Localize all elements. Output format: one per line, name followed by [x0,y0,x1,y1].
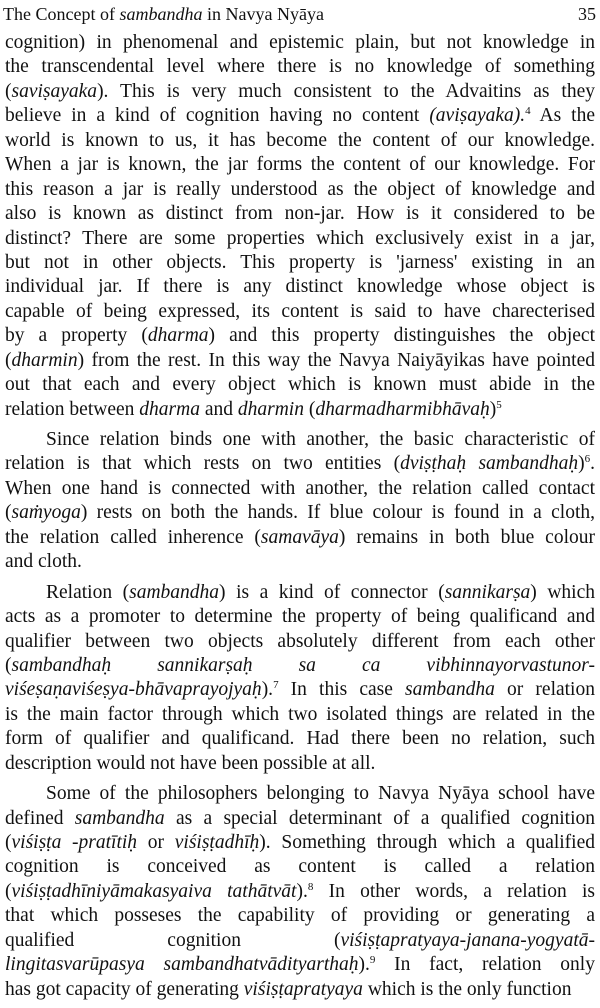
text-line [5,953,595,977]
text-line [5,227,595,251]
text-run: has got capacity of generating [5,978,244,1000]
italic-term: sambandha [129,581,220,603]
text-line [5,501,595,525]
paragraph [5,581,595,777]
text-line [5,324,595,348]
text-run: qualifier between two objects absolutely different from each other [5,630,595,652]
italic-term: dharmin [237,398,304,420]
text-run: and [199,398,238,420]
text-run: In fact, relation only [375,954,595,976]
footnote-ref: 8 [307,880,314,893]
text-run: cognition is conceived as content is called a relation [5,856,595,878]
text-run: the relation called inherence ( [5,526,261,548]
text-line [5,678,595,702]
paragraph [5,31,595,422]
italic-term: saṁyoga [11,502,81,524]
text-run: ( [5,349,12,371]
text-run: ) which [530,581,595,603]
italic-term: viśiṣṭadhīniyāmakasyaiva tathātvāt [11,880,297,902]
text-run: When one hand is connected with another, the relation called contact [5,477,595,499]
text-run: Since relation binds one with another, the basic characteristic of [46,429,595,450]
page-body [5,31,595,1008]
italic-term: viśiṣṭapratyaya [243,978,363,1000]
text-run: or [137,832,175,853]
footnote-ref: 9 [369,954,376,967]
text-run: individual jar. If there is any distinct knowledge whose object is [5,276,595,298]
text-run: ( [303,398,316,420]
text-run: ). [261,679,274,701]
text-run: as a special determinant of a qualified cognition [164,807,595,829]
text-run: relation is that which rests on two entities ( [5,453,401,475]
text-run: world is known to us, it has become the content of our knowledge. [5,129,595,151]
text-run: distinct? There are some properties which exclusively exist in a jar, [5,227,595,249]
italic-term: dharma [139,398,200,420]
text-run: believe in a kind of cognition having no content [5,105,430,127]
text-run: is the main factor through which two isolated things are related in the [5,703,595,725]
running-header-title [3,4,324,25]
text-run: ). [358,954,370,976]
text-run: In other words, a relation is [313,880,595,902]
italic-term: viśiṣṭapratyaya-janana-yogyatā- [340,929,595,951]
italic-term: viśiṣṭadhīḥ [174,832,260,853]
text-run: ( [5,880,12,902]
text-run: by a property ( [5,325,148,347]
text-line [5,831,595,855]
text-run: ) remains in both blue colour [338,526,595,548]
text-line [5,904,595,928]
text-line [5,398,595,422]
italic-term: sambandha [119,3,203,24]
italic-term: sambandha [405,679,495,701]
text-run: ) from the rest. In this way the Navya Naiyāyikas have pointed [77,349,595,371]
text-line [5,31,595,55]
italic-term: (aviṣayaka). [429,105,526,127]
text-line [5,275,595,299]
text-run: in Navya Nyāya [202,3,324,24]
text-run: ). This is very much consistent to the Advaitins as they [97,80,595,102]
text-line [5,452,595,476]
text-run: Relation ( [46,581,130,603]
text-run: description would not have been possible at all. [5,752,376,774]
text-run: or relation [494,679,595,701]
text-run: In this case [278,679,406,701]
text-run: ( [5,832,12,853]
text-line [5,129,595,153]
italic-term: viśiṣṭa -pratītiḥ [11,832,138,853]
text-line [5,581,595,605]
text-line [5,251,595,275]
text-run: capable of being expressed, its content is said to have charecterised [5,300,595,322]
text-line [5,80,595,104]
text-line [5,654,595,678]
footnote-ref: 6 [584,453,591,466]
text-line [5,55,595,79]
text-run: that which posseses the capability of providing or generating a [5,905,595,927]
italic-term: dharmadharmibhāvaḥ [315,398,490,420]
text-line [5,202,595,226]
text-run: cognition) in phenomenal and epistemic plain, but not knowledge in [5,32,595,53]
text-line [5,807,595,831]
paragraph [5,782,595,1002]
italic-term: dharmin [11,349,78,371]
text-run: ( [5,80,12,102]
footnote-ref: 5 [496,398,502,411]
text-line [5,727,595,751]
footnote-ref: 4 [525,105,531,118]
text-line [5,630,595,654]
italic-term: sannikarṣa [444,581,531,603]
text-run: defined [5,807,75,829]
text-run: ) is a kind of connector ( [219,581,445,603]
text-line [5,477,595,501]
text-run: form of qualifier and qualificand. Had there been no relation, such [5,728,595,750]
text-run: ( [5,502,12,524]
italic-term: viśeṣaṇaviśeṣya-bhāvaprayojyaḥ [5,679,262,701]
text-run: relation between [5,398,140,420]
text-run: ) rests on both the hands. If blue colour is found in a cloth, [80,502,595,524]
text-line [5,373,595,397]
italic-term: saviṣayaka [11,80,98,102]
text-run: ). [296,880,308,902]
text-line [5,855,595,879]
italic-term: dviṣṭhaḥ sambandhaḥ [400,453,579,475]
page-number: 35 [578,3,596,24]
text-run: which is the only function [362,978,572,1000]
text-line [5,929,595,953]
text-line [5,428,595,452]
text-run: ) and this property distinguishes the object [208,325,595,347]
text-line [5,300,595,324]
running-header [3,2,596,26]
text-line [5,752,595,776]
text-run: When a jar is known, the jar forms the content of our knowledge. For [5,154,595,176]
text-run: the transcendental level where there is no knowledge of something [5,56,595,78]
text-run: . [590,453,596,475]
text-line [5,349,595,373]
text-run: but not in other objects. This property is 'jarness' existing in an [5,251,595,273]
italic-term: dharma [147,325,209,347]
italic-term: sambandha [74,807,165,829]
text-run: this reason a jar is really understood as the object of knowledge and [5,178,595,200]
text-line [5,782,595,806]
text-run: ( [5,654,12,676]
text-run: also is known as distinct from non-jar. How is it considered to be [5,203,595,225]
footnote-ref: 7 [273,679,279,692]
text-run: As the [530,105,595,127]
text-run: and cloth. [5,551,82,573]
text-run: acts as a promoter to determine the property of being qualificand and [5,606,595,628]
italic-term: samavāya [260,526,339,548]
text-line [5,526,595,550]
italic-term: lingitasvarūpasya sambandhatvādityarthaḥ [5,954,359,976]
text-line [5,880,595,904]
text-run: qualified cognition ( [5,929,341,951]
text-line [5,550,595,574]
italic-term: sambandhaḥ sannikarṣaḥ sa ca vibhinnayorvastunor- [11,654,595,676]
paragraph [5,428,595,575]
text-run: Some of the philosophers belonging to Navya Nyāya school have [46,783,595,805]
text-run: ) [578,453,585,475]
text-line [5,703,595,727]
text-run: ) [489,398,497,420]
text-line [5,605,595,629]
text-run: out that each and every object which is known must abide in the [5,374,595,396]
text-line [5,153,595,177]
text-line [5,178,595,202]
text-line [5,978,595,1002]
text-line [5,104,595,128]
text-run: The Concept of [3,3,120,24]
text-run: ). Something through which a qualified [259,832,595,853]
